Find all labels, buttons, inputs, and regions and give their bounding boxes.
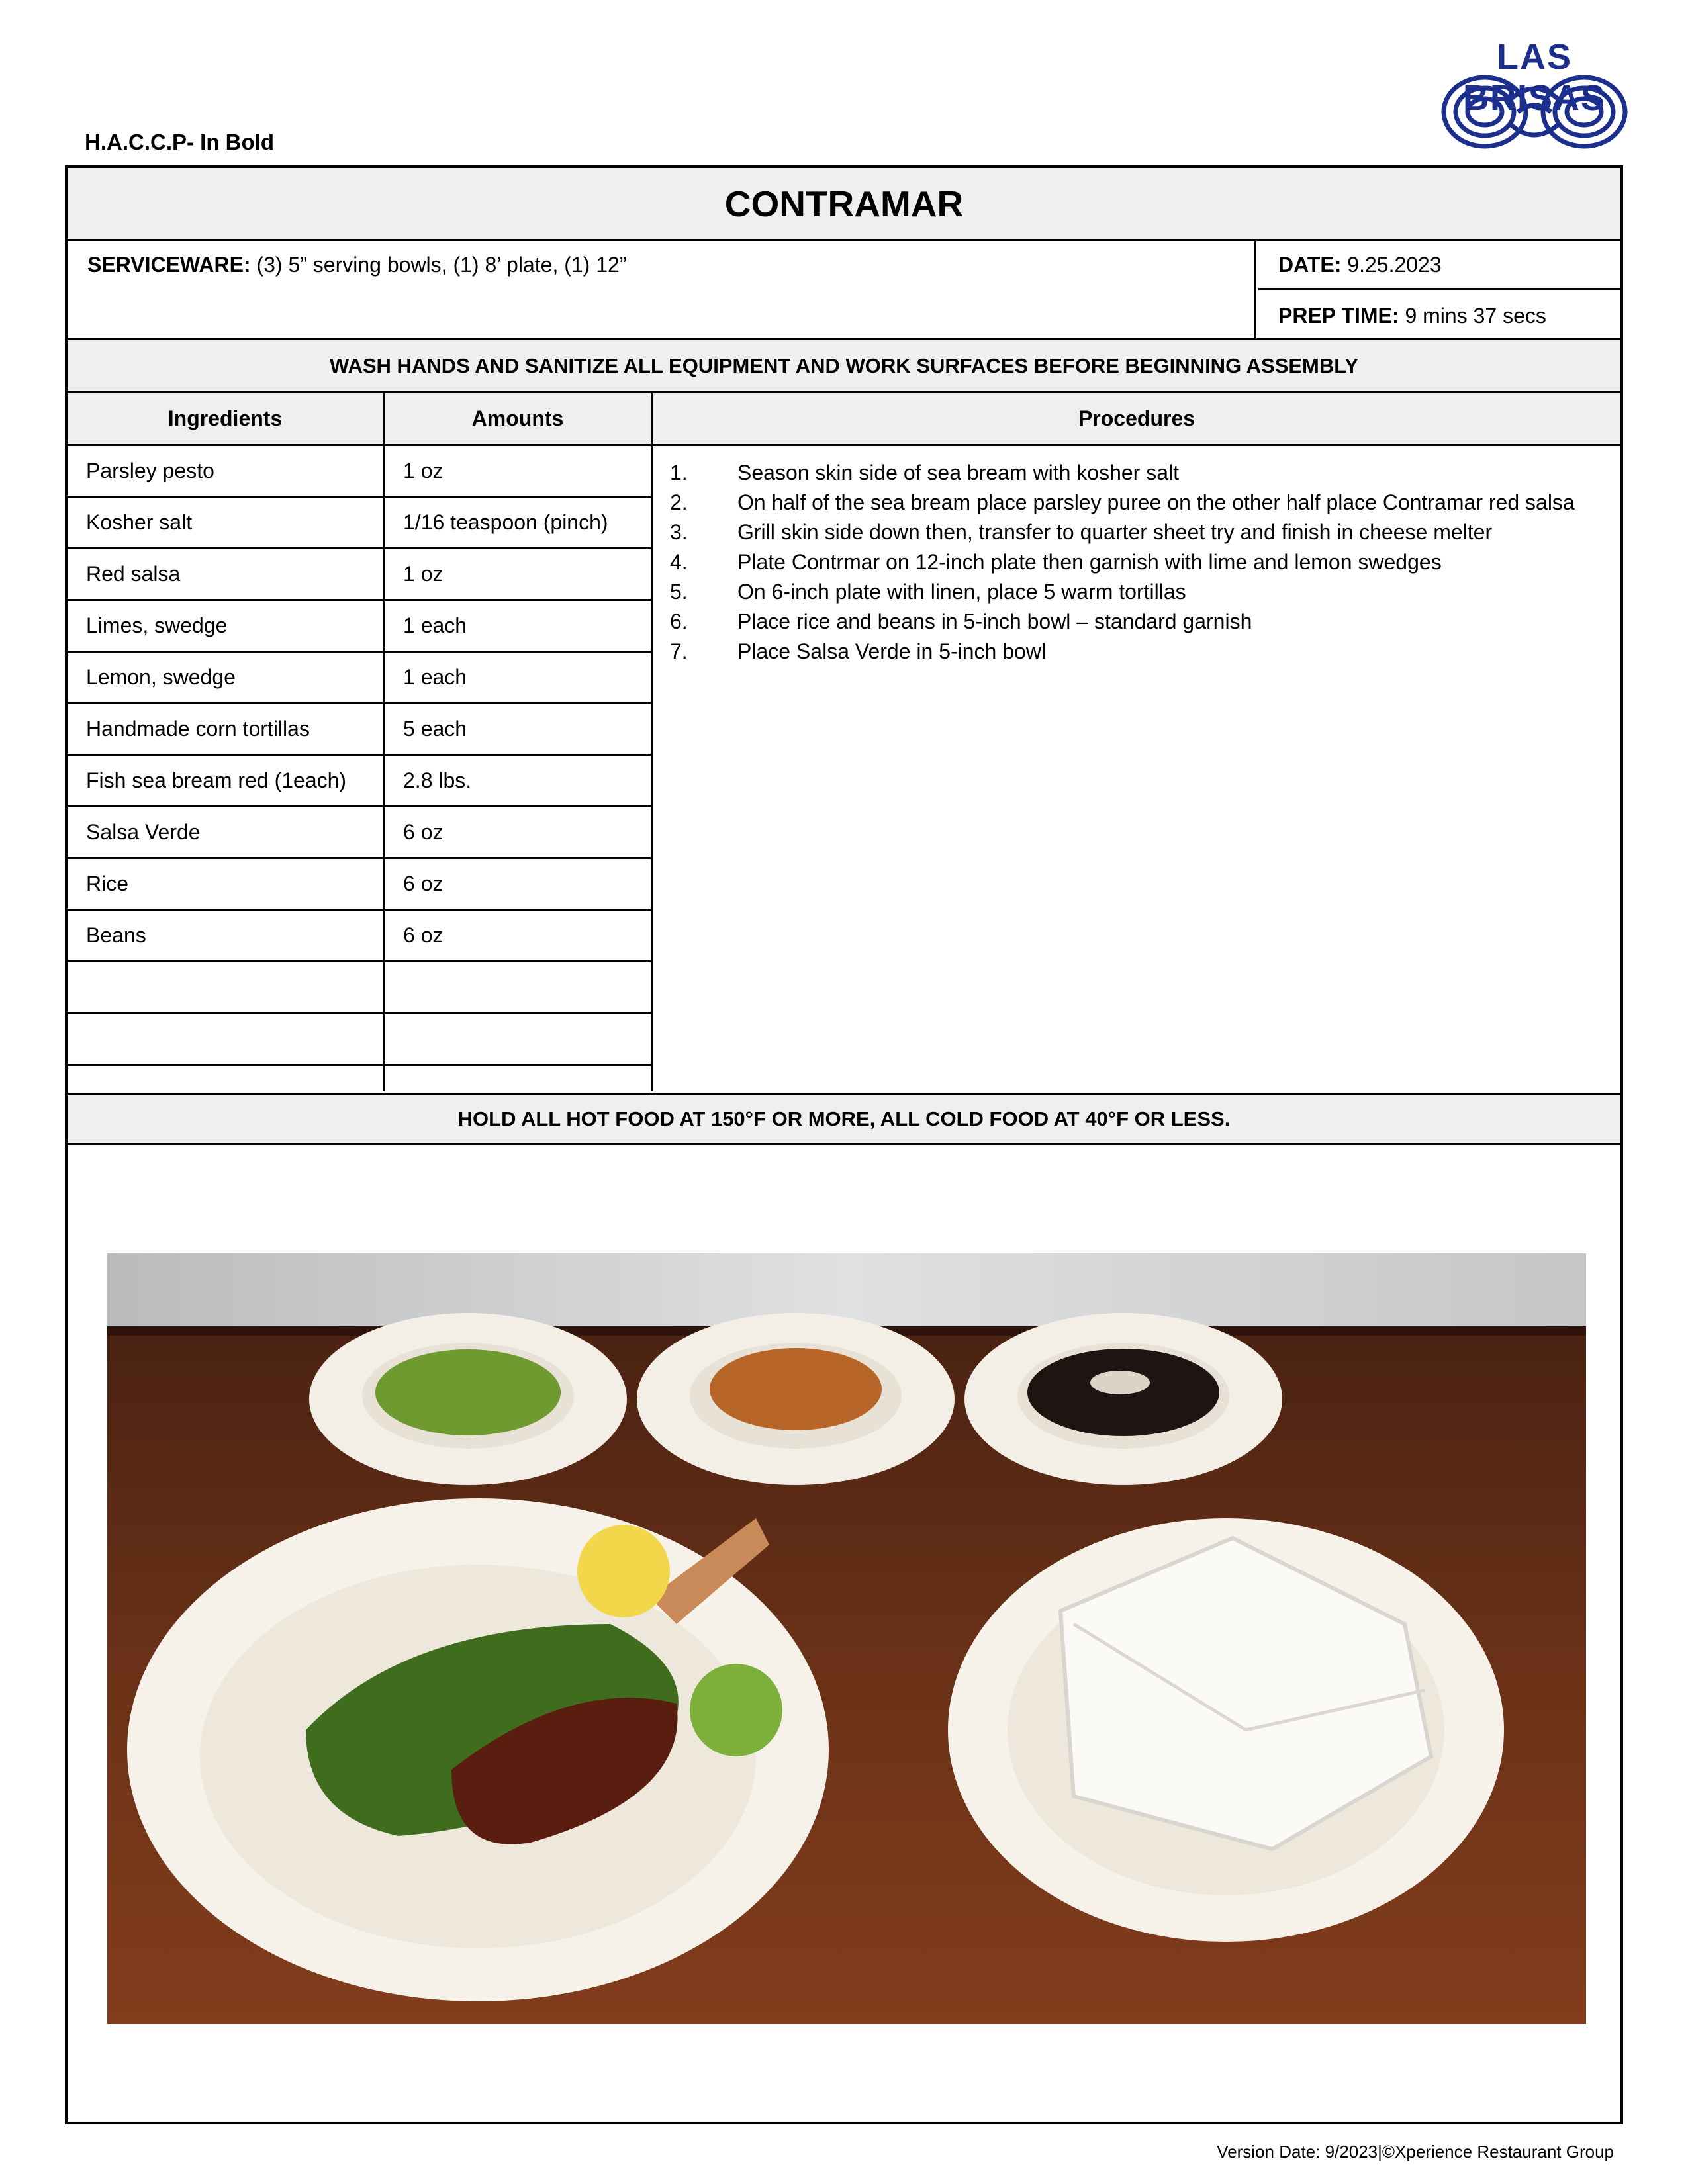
amount-cell: 6 oz: [385, 807, 651, 859]
prep-time-value: 9 mins 37 secs: [1399, 304, 1546, 328]
date-label: DATE:: [1278, 253, 1342, 277]
serviceware-cell: [68, 241, 1256, 338]
amount-cell: [385, 962, 651, 1014]
step-number: 2.: [670, 490, 688, 514]
amount-cell: 1 each: [385, 601, 651, 653]
procedure-step: [653, 488, 1620, 518]
step-number: 6.: [670, 610, 688, 633]
amount-cell: 2.8 lbs.: [385, 756, 651, 807]
ingredient-cell: Rice: [68, 859, 383, 911]
amount-cell: [385, 1014, 651, 1066]
ingredient-cell: Fish sea bream red (1each): [68, 756, 383, 807]
procedure-list: [653, 458, 1620, 666]
plated-dish-photo: [107, 1253, 1586, 2024]
procedure-step: [653, 518, 1620, 547]
haccp-note: H.A.C.C.P- In Bold: [85, 130, 274, 154]
procedures-header: Procedures: [1078, 406, 1196, 430]
ingredient-cell: Lemon, swedge: [68, 653, 383, 704]
amount-cell: 5 each: [385, 704, 651, 756]
procedure-step: [653, 547, 1620, 577]
amount-cell: 1 oz: [385, 549, 651, 601]
dish-photo-illustration: [107, 1253, 1586, 2024]
step-number: 3.: [670, 520, 688, 544]
amounts-column: [385, 446, 653, 1091]
step-number: 5.: [670, 580, 688, 604]
recipe-table: [68, 446, 1620, 1093]
amount-cell: 1/16 teaspoon (pinch): [385, 498, 651, 549]
recipe-title: CONTRAMAR: [68, 168, 1620, 241]
step-text: Season skin side of sea bream with kosher salt: [737, 461, 1179, 484]
wash-notice: WASH HANDS AND SANITIZE ALL EQUIPMENT AND WORK SURFACES BEFORE BEGINNING ASSEMBLY: [68, 340, 1620, 393]
step-text: On 6-inch plate with linen, place 5 warm tortillas: [737, 580, 1186, 604]
ingredient-cell: Beans: [68, 911, 383, 962]
ingredient-cell: [68, 962, 383, 1014]
ingredient-cell: Limes, swedge: [68, 601, 383, 653]
ingredients-column: [68, 446, 385, 1091]
amount-cell: 1 each: [385, 653, 651, 704]
step-number: 7.: [670, 639, 688, 663]
amount-cell: 6 oz: [385, 859, 651, 911]
step-text: Plate Contrmar on 12-inch plate then garnish with lime and lemon swedges: [737, 550, 1442, 574]
procedure-step: [653, 577, 1620, 607]
serviceware-label: SERVICEWARE:: [87, 253, 251, 277]
table-header-row: [68, 393, 1620, 446]
procedure-step: [653, 637, 1620, 666]
amount-cell: 1 oz: [385, 446, 651, 498]
step-text: On half of the sea bream place parsley puree on the other half place Contramar red salsa: [737, 490, 1575, 514]
ingredient-cell: Handmade corn tortillas: [68, 704, 383, 756]
procedure-step: [653, 458, 1620, 488]
amount-cell: 6 oz: [385, 911, 651, 962]
ingredient-cell: Parsley pesto: [68, 446, 383, 498]
wave-emblem-icon: [1438, 72, 1630, 152]
version-footer: Version Date: 9/2023|©Xperience Restaurant Group: [1217, 2142, 1614, 2161]
date-cell: [1258, 241, 1620, 290]
ingredient-cell: [68, 1014, 383, 1066]
step-text: Place Salsa Verde in 5-inch bowl: [737, 639, 1047, 663]
serviceware-row: [68, 241, 1620, 340]
ingredient-cell: Kosher salt: [68, 498, 383, 549]
prep-time-label: PREP TIME:: [1278, 304, 1399, 328]
las-brisas-logo: [1435, 36, 1634, 153]
ingredient-cell: Red salsa: [68, 549, 383, 601]
step-number: 4.: [670, 550, 688, 574]
step-number: 1.: [670, 461, 688, 484]
hold-temperature-notice: HOLD ALL HOT FOOD AT 150°F OR MORE, ALL COLD FOOD AT 40°F OR LESS.: [68, 1093, 1620, 1145]
step-text: Place rice and beans in 5-inch bowl – standard garnish: [737, 610, 1252, 633]
prep-time-cell: [1258, 292, 1620, 338]
logo-wordmark: LAS BRISAS: [1462, 37, 1607, 118]
step-text: Grill skin side down then, transfer to quarter sheet try and finish in cheese melter: [737, 520, 1493, 544]
serviceware-value: (3) 5” serving bowls, (1) 8’ plate, (1) 12”: [250, 253, 627, 277]
amounts-header: Amounts: [385, 393, 653, 444]
date-value: 9.25.2023: [1341, 253, 1442, 277]
recipe-sheet: [65, 165, 1623, 2124]
procedure-step: [653, 607, 1620, 637]
procedures-column: [653, 446, 1620, 1103]
ingredients-header: Ingredients: [68, 393, 385, 444]
ingredient-cell: Salsa Verde: [68, 807, 383, 859]
